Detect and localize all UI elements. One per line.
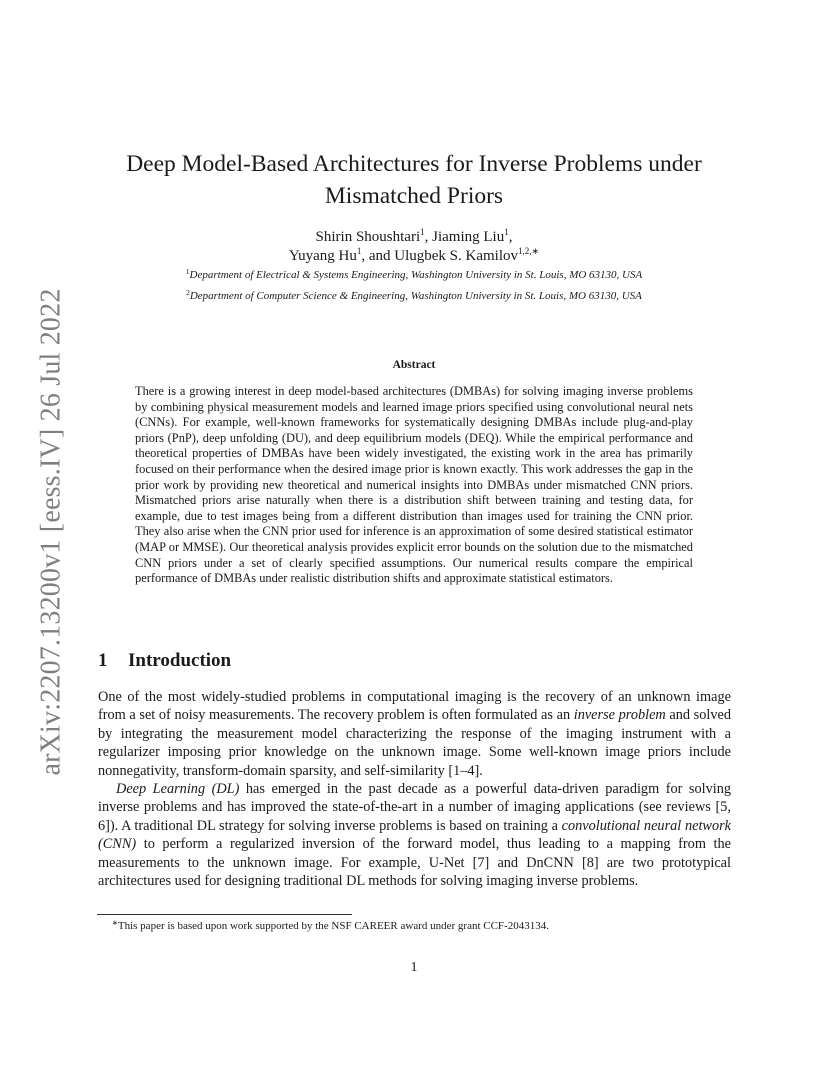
footnote-rule [97, 914, 352, 915]
abstract-heading: Abstract [392, 359, 436, 371]
authors-line-2 [150, 247, 678, 266]
paragraph-text: One of the most widely-studied problems in computational imaging is the recovery of an unknown image from a set of noisy measurements. The recovery problem is often formulated as an [98, 689, 731, 724]
paper-title [90, 148, 738, 212]
arxiv-stamp [22, 288, 82, 776]
author-separator: , and [361, 248, 395, 264]
arxiv-stamp-text: arXiv:2207.13200v1 [eess.IV] 26 Jul 2022 [36, 288, 67, 776]
affiliation-text: Department of Computer Science & Engineering, Washington University in St. Louis, MO 63130, USA [189, 290, 642, 302]
emphasis-term: Deep Learning (DL) [116, 781, 240, 798]
author-name: Ulugbek S. Kamilov [394, 248, 519, 264]
title-line-2: Mismatched Priors [324, 183, 504, 209]
author-affil-mark: 1 [420, 227, 425, 237]
intro-body [98, 688, 731, 890]
author-name: Yuyang Hu [288, 248, 357, 264]
author-affil-mark: 1 [356, 246, 362, 256]
affiliation-1 [110, 268, 718, 282]
footnote-mark: ∗ [112, 919, 118, 927]
affiliation-mark: 2 [186, 288, 190, 297]
section-title: Introduction [128, 650, 232, 671]
abstract-body: There is a growing interest in deep model-based architectures (DMBAs) for solving imaging inverse problems by combining physical measurement models and learned image priors specified using convolutional neural nets (CNNs). For example, well-known frameworks for systematically designing DMBAs include plug-and-play priors (PnP), deep unfolding (DU), and deep equilibrium models (DEQ). While the empirical performance and theoretical properties of DMBAs have been widely investigated, the existing work in the area has primarily focused on their performance when the desired image prior is known exactly. This work addresses the gap in the prior work by providing new theoretical and numerical insights into DMBAs under mismatched CNN priors. Mismatched priors arise naturally when there is a distribution shift between training and testing data, for example, due to test images being from a different distribution than images used for training the CNN prior. They also arise when the CNN prior used for inference is an approximation of some desired statistical estimator (MAP or MMSE). Our theoretical analysis provides explicit error bounds on the solution due to the mismatched CNN priors under a set of clearly specified assumptions. Our numerical results compare the empirical performance of DMBAs under realistic distribution shifts and approximate statistical estimators. [135, 384, 693, 586]
author-affil-mark: 1,2,∗ [518, 246, 540, 256]
author-separator: , [424, 229, 433, 245]
affiliation-mark: 1 [185, 267, 190, 276]
author-separator: , [508, 229, 513, 245]
emphasis-term: inverse problem [573, 707, 666, 724]
authors-line-1 [150, 228, 678, 247]
page-number: 1 [410, 960, 418, 975]
footnote-text: This paper is based upon work supported by the NSF CAREER award under grant CCF-2043134. [117, 920, 549, 932]
paragraph-1 [98, 688, 731, 780]
author-list [150, 228, 678, 266]
author-affil-mark: 1 [504, 227, 509, 237]
title-line-1: Deep Model-Based Architectures for Inverse Problems under [126, 151, 702, 177]
author-name: Shirin Shoushtari [315, 229, 421, 245]
paragraph-text: to perform a regularized inversion of the forward model, thus leading to a mapping from the measurements to the unknown image. For example, U-Net [7] and DnCNN [8] are two prototypical architectures used for designing traditional DL methods for solving imaging inverse problems. [98, 836, 731, 890]
footnote [112, 919, 712, 933]
emphasis-term: convolutional neural network (CNN) [98, 817, 732, 853]
affiliation-2 [110, 289, 718, 303]
author-name: Jiaming Liu [432, 229, 505, 245]
section-number: 1 [98, 650, 108, 671]
affiliation-text: Department of Electrical & Systems Engineering, Washington University in St. Louis, MO 63130, USA [189, 269, 643, 281]
paragraph-text: and solved by integrating the measurement model characterizing the response of the imaging instrument with a regularizer imposing prior knowledge on the unknown image. Some well-known image priors include nonnegativity, transform-domain sparsity, and self-similarity [1–4]. [98, 707, 731, 779]
section-heading [98, 650, 498, 672]
paragraph-text: has emerged in the past decade as a powerful data-driven paradigm for solving inverse problems and has improved the state-of-the-art in a number of imaging applications (see reviews [5, 6]). A traditional DL strategy for solving inverse problems is based on training a [98, 781, 731, 834]
paragraph-2 [98, 780, 731, 890]
